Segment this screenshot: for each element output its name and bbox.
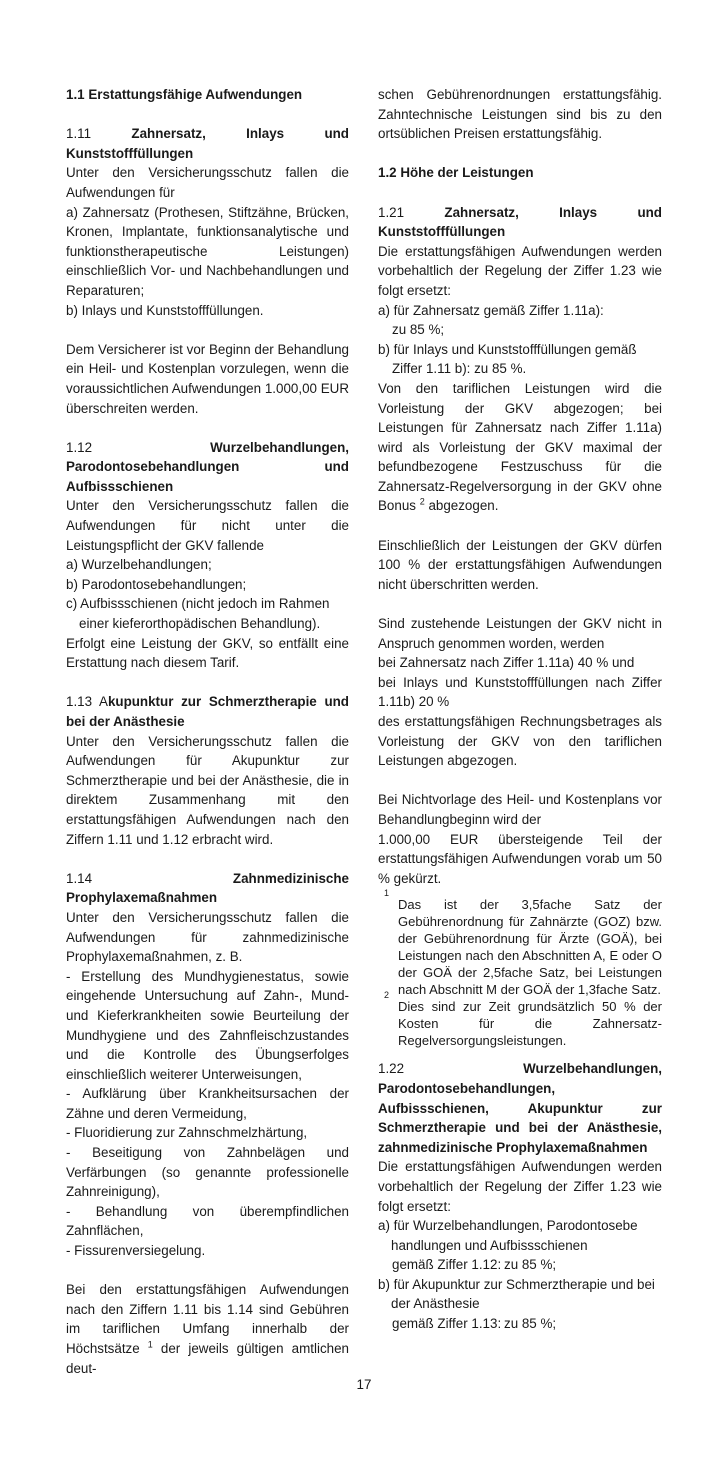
- footnote-1: 1 Das ist der 3,5fache Satz der Gebührenordnung für Zahnärzte (GOZ) bzw. der Gebührenordnung für Ärzte (GOÄ), bei Leistungen nach den Abschnitten A, E oder O der GOÄ der 2,5fache Satz, bei Leistungen nach Abschnitt M der GOÄ der 1,3fache Satz.: [384, 888, 662, 998]
- list-item: b) Parodontosebehandlungen;: [66, 576, 247, 592]
- section-number: 1.14: [66, 870, 233, 886]
- section-number: 1.13 A: [66, 694, 108, 710]
- text: gemäß Ziffer 1.13:: [392, 1316, 502, 1332]
- list-item-cont: [378, 1255, 662, 1275]
- heading-1-11: [66, 124, 349, 163]
- list-item: c) Aufbissschienen (nicht jedoch im Rahmen einer kieferorthopädischen Behandlung).: [66, 596, 330, 632]
- paragraph: Die erstattungsfähigen Aufwendungen werden vorbehaltlich der Regelung der Ziffer 1.23 wie folgt ersetzt:: [378, 243, 662, 298]
- paragraph: bei Zahnersatz nach Ziffer 1.11a) 40 % und: [378, 655, 635, 671]
- page-number: 17: [356, 1377, 372, 1392]
- paragraph: Sind zustehende Leistungen der GKV nicht in Anspruch genommen worden, werden: [378, 616, 662, 651]
- text: zu 85 %;: [504, 1257, 557, 1273]
- paragraph: Bei Nichtvorlage des Heil- und Kostenplans vor Behandlungbeginn wird der: [378, 792, 662, 827]
- heading-1-22: [378, 1059, 662, 1157]
- section-title: Zahnersatz, Inlays und Kunststofffüllungen: [66, 126, 349, 161]
- list-item: - Aufklärung über Krankheitsursachen der Zähne und deren Vermeidung,: [66, 1086, 349, 1121]
- paragraph: Unter den Versicherungsschutz fallen die Aufwendungen für zahnmedizinische Prophylaxemaßnahmen, z. B.: [66, 909, 349, 965]
- paragraph: des erstattungsfähigen Rechnungsbetrages als Vorleistung der GKV von den tariflichen Leistungen abgezogen.: [378, 714, 662, 769]
- list-item: - Behandlung von überempfindlichen Zahnflächen,: [66, 1203, 349, 1239]
- footnote-ref: 2: [419, 497, 425, 507]
- section-number: 1.11: [66, 126, 132, 142]
- footnote-ref: 1: [147, 1339, 153, 1350]
- section-number: 1.21: [378, 204, 445, 220]
- list-item: - Fissurenversiegelung.: [66, 1243, 206, 1259]
- paragraph: bei Inlays und Kunststofffüllungen nach Ziffer 1.11b) 20 %: [378, 674, 662, 710]
- paragraph: Erfolgt eine Leistung der GKV, so entfällt eine Erstattung nach diesem Tarif.: [66, 635, 349, 671]
- footnote-text: Dies sind zur Zeit grundsätzlich 50 % der Kosten für die Zahnersatz-Regelversorgungsleistungen.: [398, 999, 662, 1049]
- paragraph: Einschließlich der Leistungen der GKV dürfen 100 % der erstattungsfähigen Aufwendungen nicht überschritten werden.: [378, 537, 662, 592]
- list-item: b) Inlays und Kunststofffüllungen.: [66, 302, 264, 318]
- text: abgezogen.: [424, 498, 499, 514]
- text: Bei den erstattungsfähigen Aufwendungen nach den Ziffern 1.11 bis 1.14 sind Gebühren im tariflichen Umfang innerhalb der Höchstsätze: [66, 1282, 349, 1356]
- section-title: Wurzelbehandlungen, Parodontosebehandlungen und Aufbissschienen: [66, 439, 349, 494]
- paragraph: Unter den Versicherungsschutz fallen die Aufwendungen für Akupunktur zur Schmerztherapie und bei der Anästhesie, die in direktem Zusammenhang mit den erstattungsfähigen Aufwendungen nach den Ziffern 1.11 und 1.12 erbracht wird.: [66, 733, 349, 847]
- footnote-text: Das ist der 3,5fache Satz der Gebührenordnung für Zahnärzte (GOZ) bzw. der Gebührenordnung für Ärzte (GOÄ), bei Leistungen nach den Abschnitten A, E oder O der GOÄ der 2,5fache Satz, bei Leistungen nach Abschnitt M der GOÄ der 1,3fache Satz.: [398, 897, 662, 998]
- text: zu 85 %;: [504, 1316, 557, 1332]
- text: der jeweils gültigen amtlichen deut-: [66, 1341, 349, 1376]
- paragraph: Dem Versicherer ist vor Beginn der Behandlung ein Heil- und Kostenplan vorzulegen, wenn die voraussichtlichen Aufwendungen 1.000,00 EUR überschreiten werden.: [66, 341, 349, 416]
- paragraph: Unter den Versicherungsschutz fallen die Aufwendungen für nicht unter die Leistungspflicht der GKV fallende: [66, 498, 349, 553]
- section-title: Wurzelbehandlungen, Parodontosebehandlungen, Aufbissschienen, Akupunktur zur Schmerztherapie und bei der Anästhesie, zahnmedizinische Prophylaxemaßnahmen: [378, 1061, 662, 1155]
- list-item-cont: Ziffer 1.11 b): zu 85 %.: [392, 361, 527, 377]
- list-item-cont: zu 85 %;: [392, 322, 445, 338]
- list-item: a) für Zahnersatz gemäß Ziffer 1.11a):: [378, 302, 604, 318]
- paragraph: 1.000,00 EUR übersteigende Teil der erstattungsfähigen Aufwendungen vorab um 50 % gekürzt.: [378, 831, 662, 886]
- heading-1-21: [378, 203, 662, 242]
- heading-1-13: [66, 692, 349, 731]
- list-item-cont: [378, 1314, 662, 1334]
- section-number: 1.22: [378, 1061, 524, 1077]
- heading-1-2: 1.2 Höhe der Leistungen: [378, 165, 534, 181]
- text: Von den tariflichen Leistungen wird die Vorleistung der GKV abgezogen; bei Leistungen für Zahnersatz nach Ziffer 1.11a) wird als Vorleistung der GKV maximal der befundbezogene Festzuschuss für die Zahnersatz-Regelversorgung in der GKV ohne Bonus: [378, 380, 662, 514]
- list-item: a) Zahnersatz (Prothesen, Stiftzähne, Brücken, Kronen, Implantate, funktionsanalytische und funktionstherapeutische Leistungen) einschließlich Vor- und Nachbehandlungen und Reparaturen;: [66, 204, 349, 298]
- paragraph: Unter den Versicherungsschutz fallen die Aufwendungen für: [66, 165, 349, 200]
- section-title: kupunktur zur Schmerztherapie und bei der Anästhesie: [66, 694, 349, 729]
- paragraph: [378, 379, 662, 516]
- left-column: [66, 85, 349, 1378]
- list-item: a) für Wurzelbehandlungen, Parodontosebe handlungen und Aufbissschienen: [378, 1218, 638, 1253]
- list-item: b) für Akupunktur zur Schmerztherapie und bei der Anästhesie: [378, 1276, 655, 1312]
- paragraph: [66, 1280, 349, 1378]
- section-number: 1.12: [66, 439, 211, 455]
- list-item: a) Wurzelbehandlungen;: [66, 557, 212, 573]
- list-item: - Fluoridierung zur Zahnschmelzhärtung,: [66, 1125, 308, 1141]
- text: gemäß Ziffer 1.12:: [392, 1257, 502, 1273]
- heading-1-14: [66, 869, 349, 908]
- footnote-2: 2 Dies sind zur Zeit grundsätzlich 50 % der Kosten für die Zahnersatz-Regelversorgungsleistungen.: [384, 990, 662, 1049]
- list-item: - Beseitigung von Zahnbelägen und Verfärbungen (so genannte professionelle Zahnreinigung),: [66, 1145, 349, 1200]
- heading-1-12: [66, 438, 349, 497]
- paragraph: schen Gebührenordnungen erstattungsfähig. Zahntechnische Leistungen sind bis zu den ortsüblichen Preisen erstattungsfähig.: [378, 87, 662, 142]
- list-item: b) für Inlays und Kunststofffüllungen gemäß: [378, 341, 637, 357]
- section-title: Zahnmedizinische Prophylaxemaßnahmen: [66, 870, 349, 906]
- paragraph: Die erstattungsfähigen Aufwendungen werden vorbehaltlich der Regelung der Ziffer 1.23 wie folgt ersetzt:: [378, 1159, 662, 1214]
- heading-1-1: 1.1 Erstattungsfähige Aufwendungen: [66, 87, 303, 102]
- list-item: - Erstellung des Mundhygienestatus, sowie eingehende Untersuchung auf Zahn-, Mund- und Kieferkrankheiten sowie Beurteilung der Mundhygiene und des Zahnfleischzustandes und die Kontrolle des Übungserfolges einschließlich weiterer Unterweisungen,: [66, 968, 349, 1082]
- section-title: Zahnersatz, Inlays und Kunststofffüllungen: [378, 204, 662, 240]
- right-column: [378, 85, 662, 1334]
